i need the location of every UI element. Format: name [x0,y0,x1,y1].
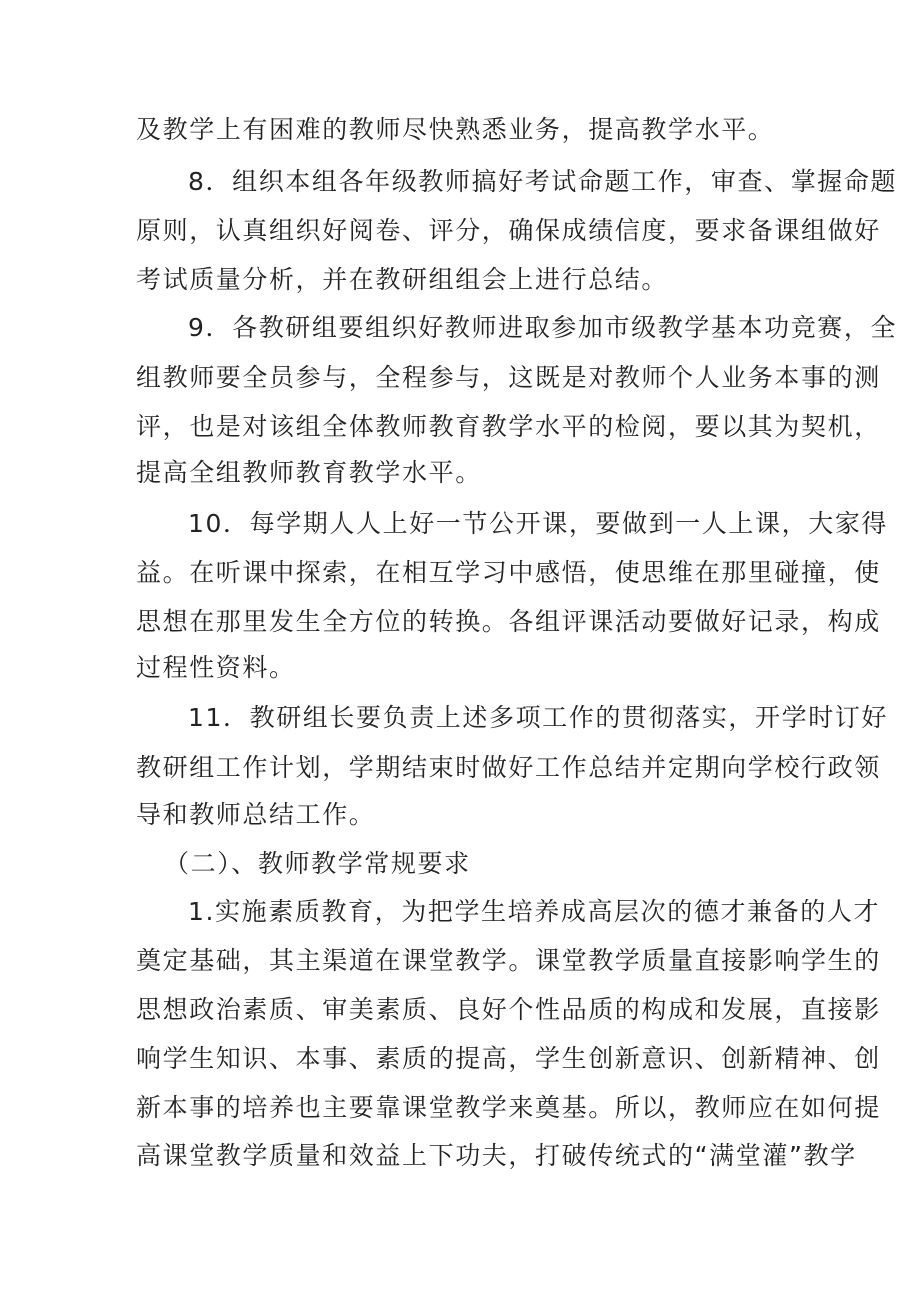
text-line: 考试质量分析，并在教研组组会上进行总结。 [136,265,669,294]
text-line: 新本事的培养也主要靠课堂教学来奠基。所以，教师应在如何提 [136,1093,881,1122]
text-line: 11．教研组长要负责上述多项工作的贯彻落实，开学时订好 [188,703,889,732]
text-line: 奠定基础，其主渠道在课堂教学。课堂教学质量直接影响学生的 [136,946,881,975]
section-heading: （二）、教师教学常规要求 [164,849,471,878]
text-line: 8．组织本组各年级教师搞好考试命题工作，审查、掌握命题 [188,167,898,196]
text-line: 9．各教研组要组织好教师进取参加市级教学基本功竞赛，全 [188,313,898,342]
text-line: 教研组工作计划，学期结束时做好工作总结并定期向学校行政领 [136,753,881,782]
text-line: 益。在听课中探索，在相互学习中感悟，使思维在那里碰撞，使 [136,558,881,587]
text-line: 评，也是对该组全体教师教育教学水平的检阅，要以其为契机， [136,412,881,441]
text-line: 导和教师总结工作。 [136,800,376,829]
text-line: 过程性资料。 [136,653,296,682]
text-line: 思想在那里发生全方位的转换。各组评课活动要做好记录，构成 [136,607,881,636]
text-line: 1.实施素质教育，为把学生培养成高层次的德才兼备的人才 [188,897,881,926]
text-line: 组教师要全员参与，全程参与，这既是对教师个人业务本事的测 [136,363,881,392]
text-line: 提高全组教师教育教学水平。 [136,458,482,487]
text-line: 高课堂教学质量和效益上下功夫，打破传统式的“满堂灌”教学 [136,1141,857,1170]
text-line: 响学生知识、本事、素质的提高，学生创新意识、创新精神、创 [136,1044,881,1073]
text-line: 思想政治素质、审美素质、良好个性品质的构成和发展，直接影 [136,995,881,1024]
text-line: 原则，认真组织好阅卷、评分，确保成绩信度，要求备课组做好 [136,216,881,245]
text-line: 及教学上有困难的教师尽快熟悉业务，提高教学水平。 [136,115,775,144]
text-line: 10．每学期人人上好一节公开课，要做到一人上课，大家得 [188,509,889,538]
